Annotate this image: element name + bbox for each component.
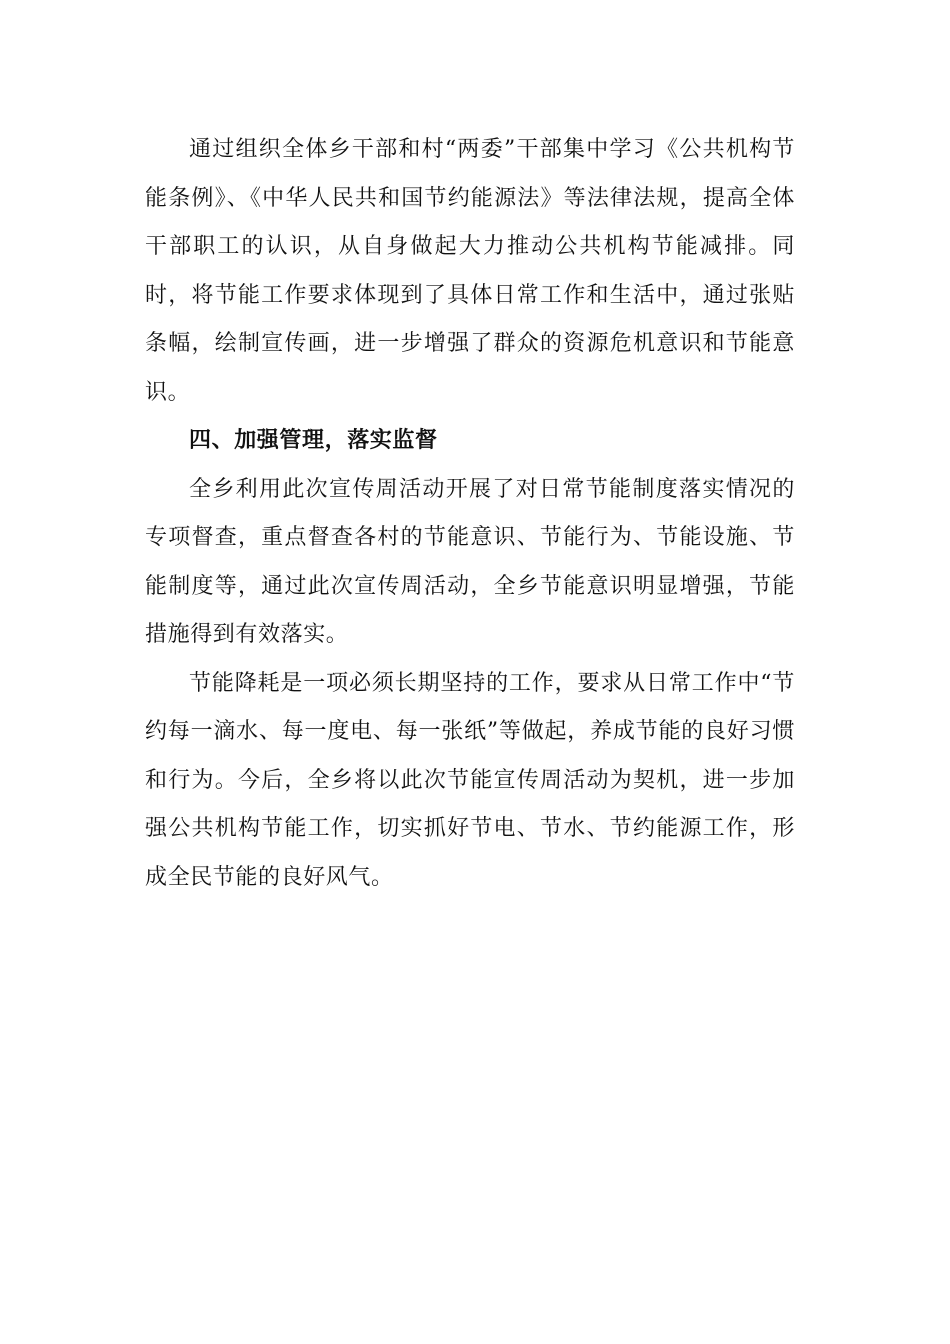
document-body	[145, 126, 795, 902]
paragraph-conclusion: 节能降耗是一项必须长期坚持的工作，要求从日常工作中“节约每一滴水、每一度电、每一张纸”等做起，养成节能的良好习惯和行为。今后，全乡将以此次节能宣传周活动为契机，进一步加强公共机构节能工作，切实抓好节电、节水、节约能源工作，形成全民节能的良好风气。	[145, 670, 795, 890]
paragraph-training: 通过组织全体乡干部和村“两委”干部集中学习《公共机构节能条例》、《中华人民共和国节约能源法》等法律法规，提高全体干部职工的认识，从自身做起大力推动公共机构节能减排。同时，将节能工作要求体现到了具体日常工作和生活中，通过张贴条幅，绘制宣传画，进一步增强了群众的资源危机意识和节能意识。	[145, 137, 795, 405]
paragraph-inspection: 全乡利用此次宣传周活动开展了对日常节能制度落实情况的专项督查，重点督查各村的节能意识、节能行为、节能设施、节能制度等，通过此次宣传周活动，全乡节能意识明显增强，节能措施得到有效落实。	[145, 476, 795, 647]
section-heading-management: 四、加强管理，落实监督	[189, 428, 438, 453]
